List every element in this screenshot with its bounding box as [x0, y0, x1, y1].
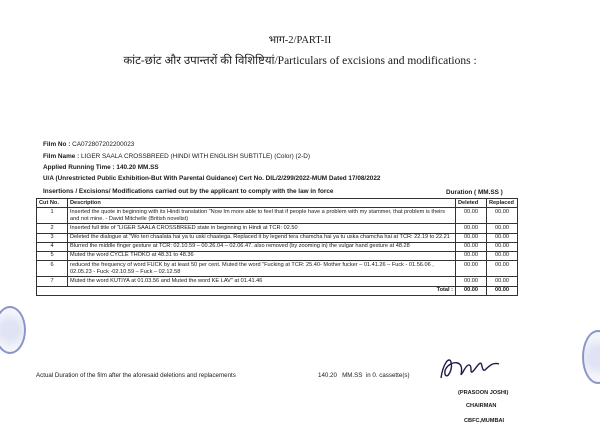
- running-time-line: [43, 164, 159, 171]
- film-no-label: Film No :: [43, 141, 71, 148]
- table-row: [37, 277, 518, 286]
- certificate-line: U/A (Unrestricted Public Exhibition-But With Parental Guidance) Cert No. DIL/2/299/2022-MUM Dated 17/08/2022: [43, 175, 381, 182]
- cut-deleted: 00.00: [456, 261, 487, 277]
- cut-no: 3: [37, 233, 68, 242]
- signatory-title: CHAIRMAN: [466, 403, 497, 409]
- total-replaced: 00.00: [487, 286, 518, 295]
- film-name-line: [43, 153, 310, 160]
- seal-stamp-left: [0, 306, 26, 354]
- cut-replaced: 00.00: [487, 242, 518, 251]
- cut-description: reduced the frequency of word FUCK by at least 50 per cent. Muted the word "Fucking at TCR: 25.40- Mother fucker – 01.41.26 – Fuck - 01.56.06 , 02.05.23 - Fuck -02.10.59 – Fuck – 02.12.58: [68, 261, 456, 277]
- total-row: [37, 286, 518, 295]
- film-no-value: CA072807202200023: [72, 141, 135, 148]
- cut-deleted: 00.00: [456, 233, 487, 242]
- cut-deleted: 00.00: [456, 242, 487, 251]
- cut-replaced: 00.00: [487, 261, 518, 277]
- col-description: Description: [68, 199, 456, 208]
- film-name-label: Film Name :: [43, 153, 80, 160]
- cut-replaced: 00.00: [487, 208, 518, 224]
- cut-replaced: 00.00: [487, 224, 518, 233]
- actual-duration-unit: MM.SS: [342, 372, 363, 379]
- signatory-org: CBFC,MUMBAI: [464, 418, 505, 424]
- cut-no: 2: [37, 224, 68, 233]
- section-title: कांट-छांट और उपान्तरों की विशिष्टियां/Particulars of excisions and modifications :: [123, 55, 477, 67]
- table-row: [37, 251, 518, 260]
- col-cut-no: Cut No.: [37, 199, 68, 208]
- cut-description: Blurred the middle finger gesture at TCR: 02.10.59 – 00.26.04 – 02.06.47. also removed (by zooming in) the vulgar hand gesture at 48.28: [68, 242, 456, 251]
- film-name-value: LIGER SAALA CROSSBREED (HINDI WITH ENGLISH SUBTITLE) (Color) (2-D): [81, 153, 311, 160]
- running-time-label: Applied Running Time :: [43, 164, 115, 171]
- total-label: Total :: [37, 286, 456, 295]
- cut-no: 5: [37, 251, 68, 260]
- seal-stamp-right: [582, 330, 600, 384]
- film-no-line: [43, 141, 134, 148]
- duration-label: Duration ( MM.SS ): [446, 189, 503, 196]
- part-heading: भाग-2/PART-II: [268, 35, 332, 46]
- col-deleted: Deleted: [456, 199, 487, 208]
- cut-deleted: 00.00: [456, 277, 487, 286]
- actual-duration-value: 140.20: [318, 372, 337, 379]
- excisions-table: [36, 198, 518, 296]
- cassette-count: in 0. cassette(s): [365, 372, 410, 379]
- cut-description: Inserted the quote in beginning with its Hindi translation "Now Im more able to feel that if people have a problem with my stammer, that problem is theirs and not mine. - David Mitchelle (British novelist): [68, 208, 456, 224]
- actual-duration-line: [318, 372, 410, 379]
- cut-description: Muted the word CYCLE THOKO at 48.31 to 48.36: [68, 251, 456, 260]
- table-row: [37, 208, 518, 224]
- cut-deleted: 00.00: [456, 251, 487, 260]
- actual-duration-label: Actual Duration of the film after the aforesaid deletions and replacements: [36, 372, 236, 379]
- total-deleted: 00.00: [456, 286, 487, 295]
- table-row: [37, 224, 518, 233]
- cut-no: 1: [37, 208, 68, 224]
- cut-replaced: 00.00: [487, 251, 518, 260]
- table-header-row: [37, 199, 518, 208]
- cut-description: Inserted full title of "LIGER SAALA CROSSBREED state in beginning in Hindi at TCR: 02.50: [68, 224, 456, 233]
- cut-deleted: 00.00: [456, 208, 487, 224]
- signature-icon: [437, 352, 507, 386]
- cut-description: Deleted the dialogue at "Wo teri chaalata hai ya tu uski chaatega. Replaced it by legend tera chamcha hai ya tu uska chamcha hai at TCR: 22.19 to 22.21: [68, 233, 456, 242]
- cut-replaced: 00.00: [487, 277, 518, 286]
- running-time-value: 140.20 MM.SS: [116, 164, 159, 171]
- table-row: [37, 242, 518, 251]
- col-replaced: Replaced: [487, 199, 518, 208]
- cut-no: 6: [37, 261, 68, 277]
- insertions-heading: Insertions / Excisions/ Modifications carried out by the applicant to comply with the law in force: [43, 188, 334, 195]
- cut-no: 7: [37, 277, 68, 286]
- cut-deleted: 00.00: [456, 224, 487, 233]
- table-row: [37, 233, 518, 242]
- signatory-name: (PRASOON JOSHI): [458, 390, 509, 396]
- cut-replaced: 00.00: [487, 233, 518, 242]
- cut-description: Muted the word KUTIYA at 01.03.56 and Muted the word KE LAV" at 01.41.46: [68, 277, 456, 286]
- cut-no: 4: [37, 242, 68, 251]
- table-row: [37, 261, 518, 277]
